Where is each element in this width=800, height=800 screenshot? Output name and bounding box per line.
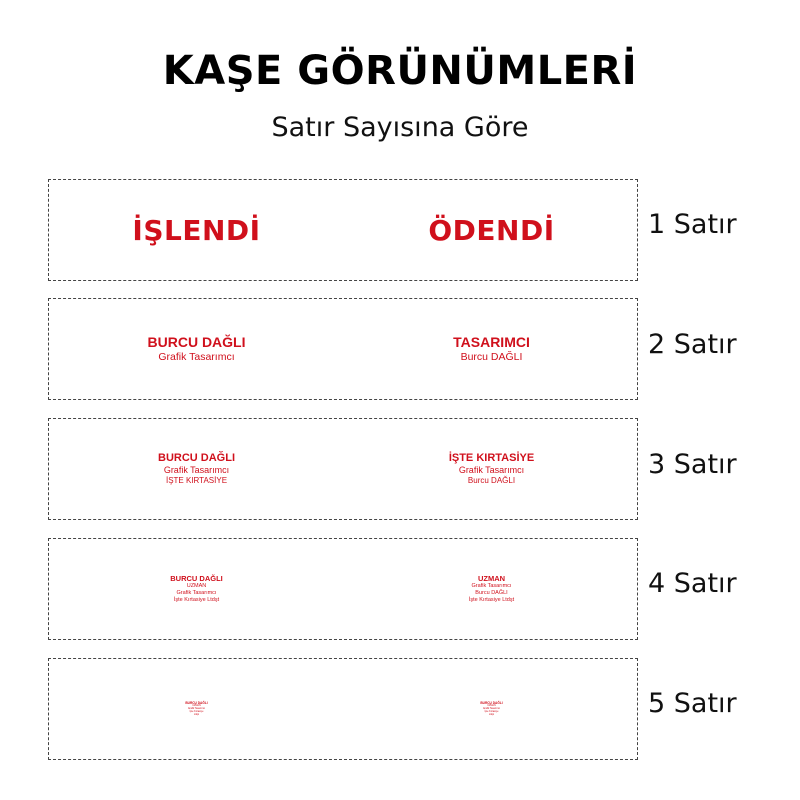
- page-title: KAŞE GÖRÜNÜMLERİ: [162, 48, 638, 94]
- stamp-line: Grafik Tasarımcı: [471, 583, 512, 589]
- stamp-line: BURCU DAĞLI: [185, 700, 208, 705]
- stamp-row-2: [48, 298, 638, 400]
- row-label-1: 1 Satır: [648, 209, 737, 240]
- stamp-line: Burcu DAĞLI: [475, 590, 508, 596]
- stamp-line: Grafik Tasarımcı: [158, 351, 235, 363]
- stamp-right-2: [344, 299, 639, 399]
- stamp-line: Burcu DAĞLI: [467, 476, 516, 485]
- stamp-line: Grafik Tasarımcı: [482, 706, 501, 710]
- stamp-line: Burcu DAĞLI: [460, 351, 523, 363]
- stamp-line: İŞTE KIRTASİYE: [448, 452, 535, 464]
- stamp-line: UZMAN: [192, 704, 201, 708]
- row-label-2: 2 Satır: [648, 329, 737, 360]
- stamp-left-2: [49, 299, 344, 399]
- page-subtitle: Satır Sayısına Göre: [271, 112, 529, 143]
- stamp-line: ÖDENDİ: [428, 213, 555, 247]
- stamp-left-3: [49, 419, 344, 519]
- stamp-line: İŞLENDİ: [132, 213, 261, 247]
- stamp-left-4: [49, 539, 344, 639]
- stamp-line: İşte Kırtasiye: [189, 709, 204, 713]
- stamp-line: İşte Kırtasiye Ltdşt: [468, 597, 515, 603]
- stamp-line: BURCU DAĞLI: [147, 334, 246, 350]
- stamp-right-3: [344, 419, 639, 519]
- stamp-row-1: [48, 179, 638, 281]
- stamp-line: BURCU DAĞLI: [158, 452, 235, 464]
- row-label-5: 5 Satır: [648, 688, 737, 719]
- stamp-right-5: [344, 659, 639, 759]
- stamp-line: Grafik Tasarımcı: [176, 590, 217, 596]
- stamp-line: UZMAN: [487, 704, 496, 708]
- stamp-row-3: [48, 418, 638, 520]
- stamp-line: İşte Kırtasiye: [484, 709, 499, 713]
- stamp-line: Grafik Tasarımcı: [187, 706, 206, 710]
- stamp-line: UZMAN: [186, 583, 207, 589]
- row-label-4: 4 Satır: [648, 568, 737, 599]
- stamp-line: BURCU DAĞLI: [170, 574, 223, 583]
- stamp-row-5: [48, 658, 638, 760]
- stamp-line: Grafik Tasarımcı: [163, 465, 230, 475]
- stamp-line: BURCU DAĞLI: [480, 700, 503, 705]
- stamp-line: Ltdşt: [193, 712, 200, 716]
- stamp-line: Grafik Tasarımcı: [458, 465, 525, 475]
- stamp-line: TASARIMCI: [453, 334, 530, 350]
- stamp-row-4: [48, 538, 638, 640]
- stamp-line: İşte Kırtasiye Ltdşt: [173, 597, 220, 603]
- stamp-right-4: [344, 539, 639, 639]
- stamp-left-1: [49, 180, 344, 280]
- stamp-line: UZMAN: [477, 574, 506, 583]
- row-label-3: 3 Satır: [648, 449, 737, 480]
- stamp-line: İŞTE KIRTASİYE: [165, 476, 228, 485]
- stamp-left-5: [49, 659, 344, 759]
- stamp-line: Ltdşt: [488, 712, 495, 716]
- stamp-right-1: [344, 180, 639, 280]
